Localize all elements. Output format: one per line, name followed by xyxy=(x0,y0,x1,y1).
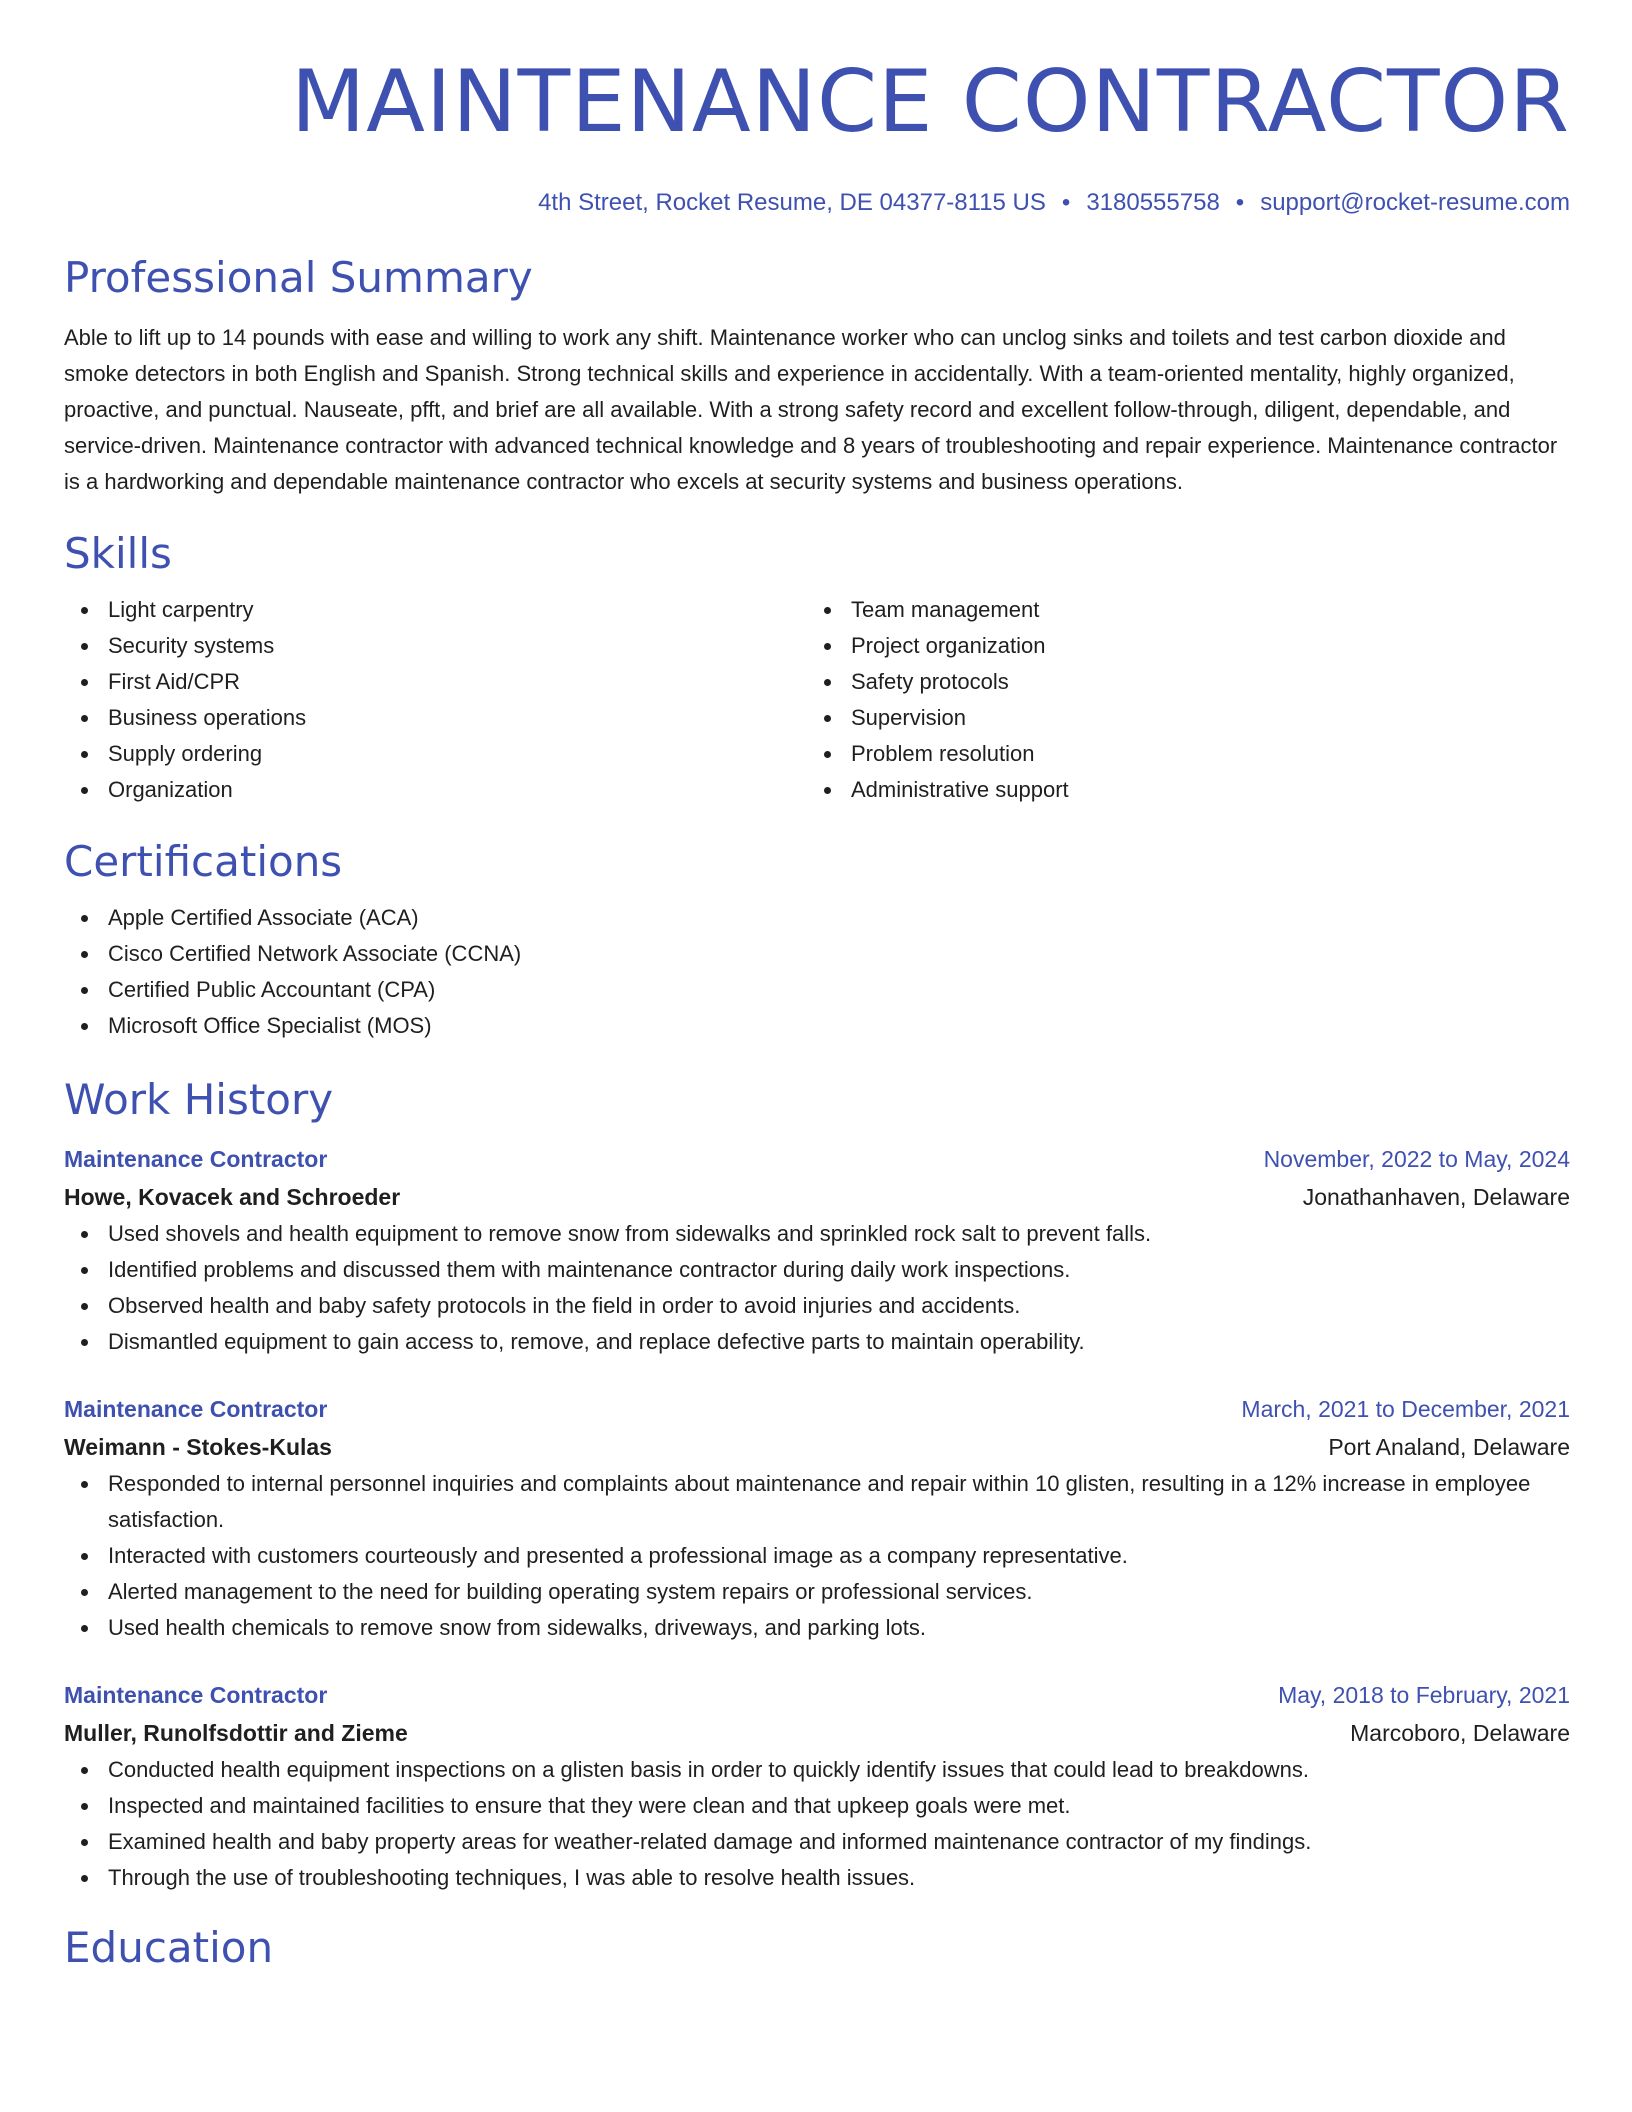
work-history-section xyxy=(64,1074,1570,1896)
job-location: Marcoboro, Delaware xyxy=(1350,1720,1570,1746)
certification-item: Certified Public Accountant (CPA) xyxy=(64,972,1570,1008)
job-duty: Identified problems and discussed them with maintenance contractor during daily work inspections. xyxy=(64,1252,1570,1288)
job-header xyxy=(64,1676,1570,1714)
section-title-work-history: Work History xyxy=(64,1075,334,1124)
skill-item: Business operations xyxy=(64,700,807,736)
summary-text: Able to lift up to 14 pounds with ease and willing to work any shift. Maintenance worker who can unclog sinks and toilets and test carbon dioxide and smoke detectors in both English and Spanish. Strong technical skills and experience in accidentally. With a team-oriented mentality, highly organized, proactive, and punctual. Nauseate, pfft, and brief are all available. With a strong safety record and excellent follow-through, diligent, dependable, and service-driven. Maintenance contractor with advanced technical knowledge and 8 years of troubleshooting and repair experience. Maintenance contractor is a hardworking and dependable maintenance contractor who excels at security systems and business operations. xyxy=(64,325,1558,494)
job-duties-list xyxy=(64,1752,1570,1896)
education-section xyxy=(64,1922,1570,1974)
job-duty: Observed health and baby safety protocols in the field in order to avoid injuries and accidents. xyxy=(64,1288,1570,1324)
job-subheader xyxy=(64,1178,1570,1216)
certifications-list xyxy=(64,900,1570,1044)
skills-list-left xyxy=(64,592,807,808)
skill-item: Project organization xyxy=(807,628,1550,664)
skill-item: Security systems xyxy=(64,628,807,664)
skill-item: Light carpentry xyxy=(64,592,807,628)
contact-phone: 3180555758 xyxy=(1086,189,1220,216)
job-duty: Used shovels and health equipment to remove snow from sidewalks and sprinkled rock salt to prevent falls. xyxy=(64,1216,1570,1252)
job-subheader xyxy=(64,1428,1570,1466)
skill-item: Safety protocols xyxy=(807,664,1550,700)
job-duty: Used health chemicals to remove snow from sidewalks, driveways, and parking lots. xyxy=(64,1610,1570,1646)
certification-item: Apple Certified Associate (ACA) xyxy=(64,900,1570,936)
job-duty: Through the use of troubleshooting techniques, I was able to resolve health issues. xyxy=(64,1860,1570,1896)
contact-separator: • xyxy=(1235,189,1245,216)
certification-item: Microsoft Office Specialist (MOS) xyxy=(64,1008,1570,1044)
skill-item: Supply ordering xyxy=(64,736,807,772)
professional-summary-section xyxy=(64,252,1570,500)
job-duty: Inspected and maintained facilities to ensure that they were clean and that upkeep goals were met. xyxy=(64,1788,1570,1824)
job-duty: Conducted health equipment inspections on a glisten basis in order to quickly identify issues that could lead to breakdowns. xyxy=(64,1752,1570,1788)
job-duty: Dismantled equipment to gain access to, remove, and replace defective parts to maintain operability. xyxy=(64,1324,1570,1360)
job-location: Port Analand, Delaware xyxy=(1328,1434,1570,1460)
job-subheader xyxy=(64,1714,1570,1752)
section-title-summary: Professional Summary xyxy=(64,253,533,302)
job-duty: Examined health and baby property areas for weather-related damage and informed maintenance contractor of my findings. xyxy=(64,1824,1570,1860)
skills-list-right xyxy=(807,592,1550,808)
job-company: Muller, Runolfsdottir and Zieme xyxy=(64,1720,408,1746)
contact-separator: • xyxy=(1061,189,1071,216)
skill-item: Organization xyxy=(64,772,807,808)
job-dates: March, 2021 to December, 2021 xyxy=(1241,1396,1570,1422)
job-title: Maintenance Contractor xyxy=(64,1396,328,1422)
job-dates: November, 2022 to May, 2024 xyxy=(1263,1146,1570,1172)
skill-item: First Aid/CPR xyxy=(64,664,807,700)
skill-item: Administrative support xyxy=(807,772,1550,808)
job-header xyxy=(64,1390,1570,1428)
section-title-certifications: Certifications xyxy=(64,837,343,886)
section-title-skills: Skills xyxy=(64,529,172,578)
skills-columns xyxy=(64,592,1570,808)
skill-item: Supervision xyxy=(807,700,1550,736)
candidate-name: MAINTENANCE CONTRACTOR xyxy=(290,52,1570,152)
skills-section xyxy=(64,528,1570,808)
job-duty: Alerted management to the need for building operating system repairs or professional services. xyxy=(64,1574,1570,1610)
job-company: Weimann - Stokes-Kulas xyxy=(64,1434,332,1460)
contact-email[interactable]: support@rocket-resume.com xyxy=(1260,189,1570,216)
certifications-section xyxy=(64,836,1570,1044)
resume-page xyxy=(64,0,1570,1974)
job-entry xyxy=(64,1140,1570,1360)
job-title: Maintenance Contractor xyxy=(64,1682,328,1708)
job-duties-list xyxy=(64,1466,1570,1646)
job-title: Maintenance Contractor xyxy=(64,1146,328,1172)
skill-item: Team management xyxy=(807,592,1550,628)
job-company: Howe, Kovacek and Schroeder xyxy=(64,1184,401,1210)
job-duties-list xyxy=(64,1216,1570,1360)
skill-item: Problem resolution xyxy=(807,736,1550,772)
contact-line xyxy=(64,188,1570,218)
certification-item: Cisco Certified Network Associate (CCNA) xyxy=(64,936,1570,972)
job-duty: Responded to internal personnel inquiries and complaints about maintenance and repair within 10 glisten, resulting in a 12% increase in employee satisfaction. xyxy=(64,1466,1570,1538)
job-entry xyxy=(64,1676,1570,1896)
resume-header xyxy=(64,0,1570,218)
contact-address: 4th Street, Rocket Resume, DE 04377-8115 US xyxy=(538,189,1046,216)
section-title-education: Education xyxy=(64,1923,274,1972)
job-header xyxy=(64,1140,1570,1178)
job-location: Jonathanhaven, Delaware xyxy=(1302,1184,1570,1210)
job-entry xyxy=(64,1390,1570,1646)
job-dates: May, 2018 to February, 2021 xyxy=(1278,1682,1570,1708)
job-duty: Interacted with customers courteously and presented a professional image as a company representative. xyxy=(64,1538,1570,1574)
